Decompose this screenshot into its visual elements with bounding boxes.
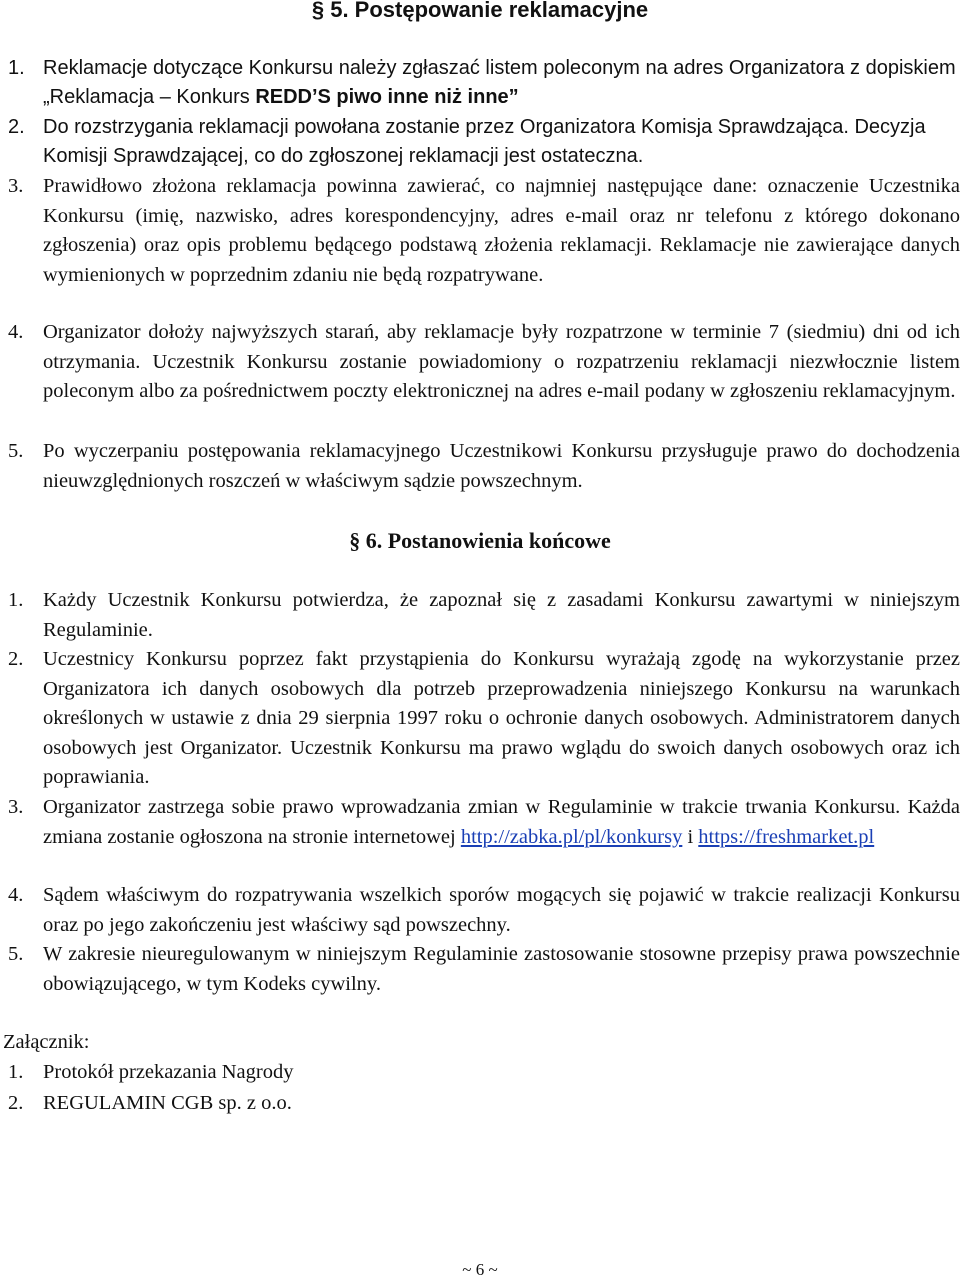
freshmarket-link[interactable]: https://freshmarket.pl [698,825,875,848]
item-number: 4. [8,884,24,906]
section-6-item-4 [8,881,960,940]
section-5-item-2 [8,113,960,171]
section-6-title: § 6. Postanowienia końcowe [349,528,611,553]
section-5-item-5 [8,437,960,496]
item-number: 3. [8,175,24,197]
item-number: 1. [8,1061,24,1083]
attachment-item-1 [8,1058,960,1088]
item-number: 3. [8,796,24,818]
item-number: 1. [8,589,24,611]
page-number: ~ 6 ~ [462,1260,498,1279]
item-text: Sądem właściwym do rozpatrywania wszelkich sporów mogących się pojawić w trakcie realizacji Konkursu oraz po jego zakończeniu jest właściwy sąd powszechny. [43,884,960,936]
item-number: 2. [8,1092,24,1114]
section-5-item-1 [8,54,960,112]
item-number: 4. [8,321,24,343]
item-text: Do rozstrzygania reklamacji powołana zostanie przez Organizatora Komisja Sprawdzająca. Decyzja Komisji Sprawdzającej, co do zgłoszonej reklamacji jest ostateczna. [43,116,926,167]
section-5-item-3 [8,172,960,290]
section-6-item-1 [8,586,960,645]
item-text: Uczestnicy Konkursu poprzez fakt przystąpienia do Konkursu wyrażają zgodę na wykorzystanie przez Organizatora ich danych osobowych dla potrzeb przeprowadzenia niniejszego Konkursu na warunkach określonych w ustawie z dnia 29 sierpnia 1997 roku o ochronie danych osobowych. Administratorem danych osobowych jest Organizator. Uczestnik Konkursu ma prawo wglądu do swoich danych osobowych oraz ich poprawiania. [43,648,960,788]
item-number: 1. [8,57,25,79]
section-6-item-5 [8,940,960,999]
item-number: 5. [8,440,24,462]
item-number: 2. [8,116,25,138]
contest-name: REDD’S piwo inne niż inne [255,86,509,108]
item-text: Prawidłowo złożona reklamacja powinna zawierać, co najmniej następujące dane: oznaczenie Uczestnika Konkursu (imię, nazwisko, adres korespondencyjny, adres e-mail oraz nr telefonu z którego dokonano zgłoszenia) oraz opis problemu będącego podstawą złożenia reklamacji. Reklamacje nie zawierające danych wymienionych w poprzednim zdaniu nie będą rozpatrywane. [43,175,960,286]
attachments-title: Załącznik: [3,1031,90,1053]
item-text: Organizator zastrzega sobie prawo wprowadzania zmian w Regulaminie w trakcie trwania Konkursu. Każda zmiana zostanie ogłoszona na stronie internetowej http://zabka.pl/pl/konkursy i https://freshmarket.pl [43,796,960,848]
section-6-item-3 [8,793,960,852]
item-text: Reklamacje dotyczące Konkursu należy zgłaszać listem poleconym na adres Organizatora z dopiskiem „Reklamacja – Konkurs REDD’S piwo inne niż inne” [43,57,956,108]
section-5-item-4 [8,318,960,407]
item-text: REGULAMIN CGB sp. z o.o. [43,1092,292,1114]
item-text: W zakresie nieuregulowanym w niniejszym Regulaminie zastosowanie stosowne przepisy prawa powszechnie obowiązującego, w tym Kodeks cywilny. [43,943,960,995]
attachment-item-2 [8,1089,960,1119]
item-number: 5. [8,943,24,965]
item-number: 2. [8,648,24,670]
section-6-item-2 [8,645,960,793]
item-text: Protokół przekazania Nagrody [43,1061,294,1083]
zabka-contests-link[interactable]: http://zabka.pl/pl/konkursy [460,825,683,848]
item-text: Organizator dołoży najwyższych starań, aby reklamacje były rozpatrzone w terminie 7 (siedmiu) dni od ich otrzymania. Uczestnik Konkursu zostanie powiadomiony o rozpatrzeniu reklamacji niezwłocznie listem poleconym albo za pośrednictwem poczty elektronicznej na adres e-mail podany w zgłoszeniu reklamacyjnym. [43,321,960,402]
item-text: Każdy Uczestnik Konkursu potwierdza, że zapoznał się z zasadami Konkursu zawartymi w niniejszym Regulaminie. [43,589,960,641]
section-5-title: § 5. Postępowanie reklamacyjne [311,0,649,22]
item-text: Po wyczerpaniu postępowania reklamacyjnego Uczestnikowi Konkursu przysługuje prawo do dochodzenia nieuwzględnionych roszczeń w właściwym sądzie powszechnym. [43,440,960,492]
